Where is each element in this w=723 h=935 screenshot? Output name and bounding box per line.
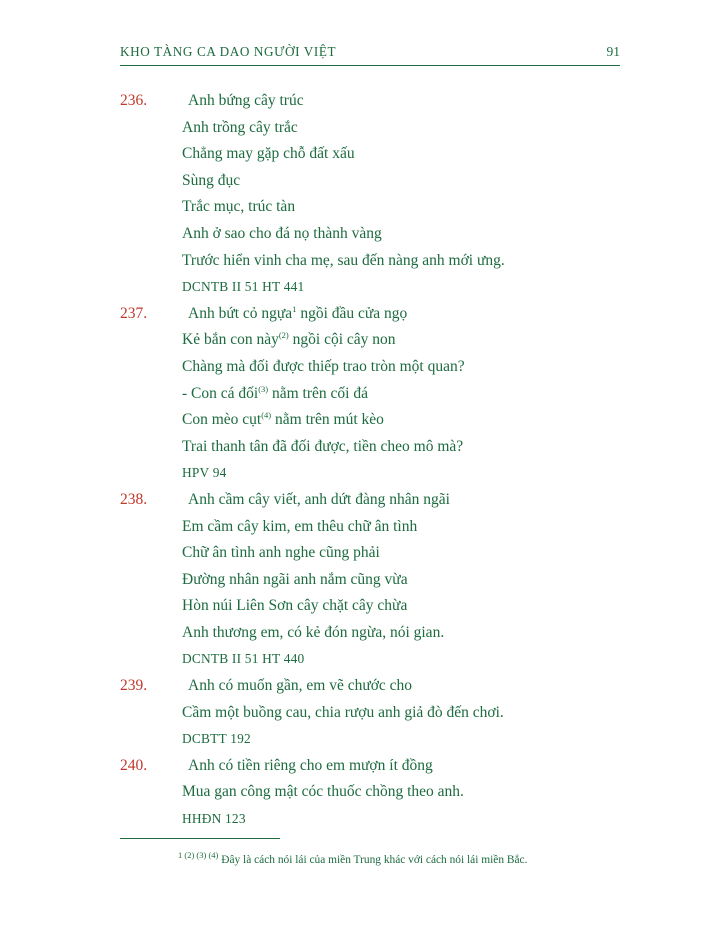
entry-lines [182,301,680,487]
poem-line: Đường nhân ngãi anh nắm cũng vừa [182,570,408,588]
entry-lines [182,753,680,833]
poem-line: Chẳng may gặp chỗ đất xấu [182,145,355,163]
poem-line: Anh cầm cây viết, anh dứt đàng nhân ngãi [188,490,450,508]
entry-source: DCNTB II 51 HT 440 [182,651,305,667]
poem-line: Chàng mà đối được thiếp trao tròn một quan? [182,357,465,375]
footnote-section [120,838,620,868]
poem-entry [120,88,680,301]
entry-row [120,88,680,301]
poem-entry [120,753,680,833]
entry-number: 239. [120,677,148,695]
poem-line: - Con cá đối$^{(3)}$ nằm trên cối đá [182,383,368,402]
footnote-text [120,847,620,868]
entry-lines [182,673,680,753]
poem-line: Con mèo cụt$^{(4)}$ nằm trên mút kèo [182,409,384,429]
header-page-number: 91 [606,44,620,59]
poem-line: Mua gan công mật cóc thuốc chồng theo anh. [182,783,464,801]
page-header [120,44,620,66]
entry-source: DCBTT 192 [182,731,251,747]
poem-line: Kẻ bắn con này$^{(2)}$ ngồi cội cây non [182,330,396,349]
poem-entry [120,301,680,487]
entry-row [120,301,680,487]
poem-line: Anh có tiền riêng cho em mượn ít đồng [188,756,433,774]
footnote-body: Đây là cách nói lái của miền Trung khác với cách nói lái miền Bắc. [221,854,528,867]
poem-line: Trai thanh tân đã đối được, tiền cheo mô mà? [182,437,464,455]
entry-lines [182,88,680,301]
entry-source: HPV 94 [182,465,227,481]
header-title: KHO TÀNG CA DAO NGƯỜI VIỆT [120,44,337,59]
entry-number: 236. [120,92,148,109]
entry-lines [182,487,680,673]
poem-line: Anh ở sao cho đá nọ thành vàng [182,224,382,242]
poem-line: Em cầm cây kim, em thêu chữ ân tình [182,517,418,535]
entry-number: 240. [120,756,148,774]
poem-entry [120,487,680,673]
footnote-divider [120,838,280,839]
entry-number: 237. [120,304,148,322]
poem-line: Anh bứt cỏ ngựa$^1$ ngồi đầu cửa ngọ [188,303,408,322]
poem-line: Trước hiển vinh cha mẹ, sau đến nàng anh mới ưng. [182,251,505,269]
entry-row [120,487,680,673]
footnote-marks: 1 (2) (3) (4) [178,850,219,861]
poem-line: Sùng đục [182,171,241,189]
poem-line: Trắc mục, trúc tàn [182,198,296,216]
poem-line: Anh trồng cây trắc [182,118,298,136]
poem-entry [120,673,680,753]
entry-source: DCNTB II 51 HT 441 [182,279,305,295]
poem-line: Hòn núi Liên Sơn cây chặt cây chừa [182,597,408,615]
poem-line: Anh bứng cây trúc [188,92,304,109]
poem-line: Anh có muốn gần, em vẽ chước cho [188,677,413,695]
poem-line: Cầm một buồng cau, chia rượu anh giả đò đến chơi. [182,703,504,721]
entry-row [120,673,680,753]
entry-number: 238. [120,490,148,508]
entry-source: HHĐN 123 [182,811,246,827]
poem-line: Chữ ân tình anh nghe cũng phải [182,544,380,562]
entry-row [120,753,680,833]
poem-line: Anh thương em, có kẻ đón ngừa, nói gian. [182,623,445,641]
entries-container [120,88,680,833]
